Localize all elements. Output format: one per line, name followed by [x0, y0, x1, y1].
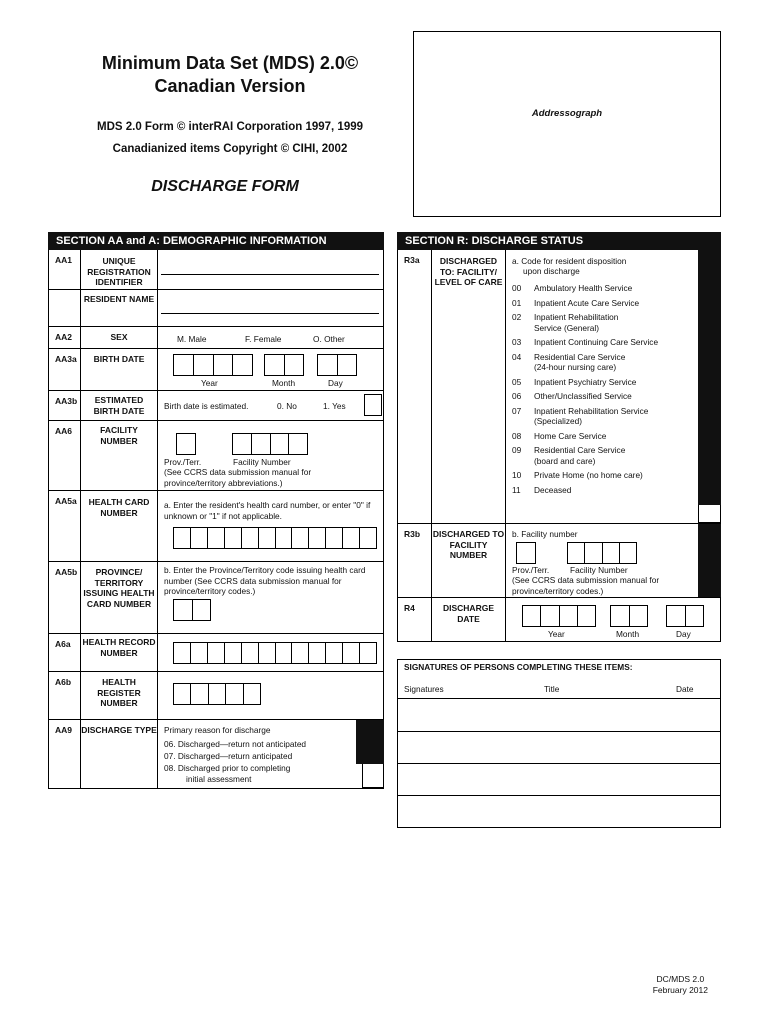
disposition-option: Deceased [534, 484, 572, 495]
birth-month-boxes[interactable] [264, 354, 304, 376]
resident-name-row [48, 290, 384, 327]
section-r-header: SECTION R: DISCHARGE STATUS [397, 232, 721, 250]
disposition-option: Inpatient Rehabilitation [534, 312, 619, 322]
aa3a-row [48, 349, 384, 391]
item-code: AA5a [55, 496, 77, 506]
resident-name-line[interactable] [161, 313, 379, 314]
item-code: R4 [404, 603, 415, 613]
form-name: DISCHARGE FORM [151, 178, 299, 195]
form-subtitle: Canadian Version [154, 76, 306, 96]
date-col-label: Date [676, 684, 694, 694]
copyright-interrai: MDS 2.0 Form © interRAI Corporation 1997, 1999 [96, 121, 364, 133]
disposition-option: Inpatient Acute Care Service [534, 297, 640, 308]
day-label: Day [328, 378, 343, 388]
item-label: RESIDENT NAME [83, 294, 155, 304]
disposition-option: Inpatient Psychiatry Service [534, 376, 637, 387]
item-label: SEX [110, 332, 128, 342]
disposition-option: Private Home (no home care) [534, 470, 643, 480]
discharge-month-boxes[interactable] [610, 605, 648, 627]
item-code: R3b [404, 529, 421, 539]
answer-column-shade [698, 524, 721, 597]
discharge-type-answer-box[interactable] [362, 764, 383, 788]
item-label: HEALTH RECORD NUMBER [82, 637, 156, 658]
addressograph-label: Addressograph [531, 108, 603, 119]
item-code: AA9 [55, 725, 73, 735]
day-label: Day [676, 629, 691, 639]
form-title: Minimum Data Set (MDS) 2.0© [101, 53, 359, 73]
discharge-year-boxes[interactable] [522, 605, 596, 627]
birth-day-boxes[interactable] [317, 354, 357, 376]
disposition-option-cont: (24-hour nursing care) [534, 362, 617, 372]
item-code: A6b [55, 677, 72, 687]
item-label: ESTIMATED BIRTH DATE [93, 395, 145, 416]
facility-note: (See CCRS data submission manual for province/territory codes.) [512, 575, 660, 596]
aa5b-row [48, 562, 384, 634]
disposition-option: Residential Care Service [534, 351, 626, 362]
disposition-code: 03 [512, 337, 522, 347]
disposition-code: 00 [512, 283, 522, 293]
answer-column-shade [356, 720, 384, 764]
item-label: HEALTH REGISTER NUMBER [97, 677, 141, 708]
item-label: DISCHARGE TYPE [81, 725, 157, 735]
sex-option-other[interactable]: O. Other [313, 334, 345, 344]
facility-number-label: Facility Number [233, 457, 291, 467]
estimated-option-no[interactable]: 0. No [277, 401, 297, 411]
item-label: PROVINCE/ TERRITORY ISSUING HEALTH CARD NUMBER [83, 567, 155, 609]
disposition-option: Home Care Service [534, 430, 607, 441]
signatures-header [397, 659, 721, 699]
sex-option-female[interactable]: F. Female [245, 334, 282, 344]
addressograph-box[interactable] [413, 31, 721, 217]
disposition-intro: a. Code for resident disposition [512, 256, 627, 266]
discharge-option-06: 06. Discharged—return not anticipated [164, 739, 307, 749]
facility-number-text: b. Facility number [512, 529, 578, 539]
province-code-boxes[interactable] [173, 599, 211, 621]
form-date: February 2012 [652, 985, 708, 995]
item-label: HEALTH CARD NUMBER [88, 497, 150, 518]
r3b-row [397, 524, 721, 598]
item-label: DISCHARGED TO: FACILITY/ LEVEL OF CARE [434, 256, 503, 287]
item-code: AA3a [55, 354, 77, 364]
disposition-code: 10 [512, 470, 522, 480]
signatures-title: SIGNATURES OF PERSONS COMPLETING THESE ITEMS: [404, 662, 633, 672]
health-card-number-boxes[interactable] [173, 527, 377, 549]
disposition-answer-box[interactable] [698, 505, 721, 523]
disposition-option: Inpatient Rehabilitation Service [534, 405, 649, 416]
item-code: AA2 [55, 332, 73, 342]
estimated-option-yes[interactable]: 1. Yes [323, 401, 346, 411]
section-a-header: SECTION AA and A: DEMOGRAPHIC INFORMATION [48, 232, 384, 250]
signature-line[interactable] [397, 699, 721, 732]
registration-id-line[interactable] [161, 274, 379, 275]
disposition-code: 11 [512, 484, 521, 495]
item-code: AA3b [55, 396, 78, 406]
item-code: A6a [55, 639, 71, 649]
disposition-code: 05 [512, 376, 522, 387]
prov-terr-label: Prov./Terr. [164, 457, 202, 467]
health-card-instructions: a. Enter the resident's health card number, or enter "0" if unknown or "1" if not applicable. [164, 500, 371, 521]
item-label: BIRTH DATE [93, 354, 145, 364]
aa1-row [48, 250, 384, 290]
disposition-option-cont: (Specialized) [534, 416, 582, 426]
item-code: AA5b [55, 567, 78, 577]
disposition-option: Other/Unclassified Service [534, 391, 632, 401]
copyright-cihi: Canadianized items Copyright © CIHI, 2002 [112, 143, 348, 155]
r3a-row [397, 250, 721, 524]
disposition-option-cont: Service (General) [534, 322, 600, 333]
disposition-code: 07 [512, 405, 522, 416]
discharge-reason-intro: Primary reason for discharge [164, 725, 271, 735]
aa3b-row [48, 391, 384, 421]
disposition-code: 06 [512, 391, 522, 401]
a6a-row [48, 634, 384, 672]
prov-terr-box[interactable] [516, 542, 536, 564]
item-label: DISCHARGED TO FACILITY NUMBER [432, 529, 505, 560]
year-label: Year [548, 629, 565, 639]
item-code: AA1 [55, 255, 73, 265]
disposition-option: Inpatient Continuing Care Service [534, 337, 659, 347]
disposition-code: 09 [512, 445, 522, 455]
prov-terr-box[interactable] [176, 433, 196, 455]
item-label: UNIQUE REGISTRATION IDENTIFIER [87, 256, 151, 287]
disposition-code: 08 [512, 430, 522, 441]
discharge-option-07: 07. Discharged—return anticipated [164, 751, 293, 761]
form-code: DC/MDS 2.0 [656, 974, 705, 984]
facility-number-label: Facility Number [570, 565, 628, 575]
prov-terr-label: Prov./Terr. [512, 565, 550, 575]
aa5a-row [48, 491, 384, 562]
item-label: DISCHARGE DATE [442, 603, 494, 624]
item-code: AA6 [55, 426, 73, 436]
disposition-intro-2: upon discharge [523, 266, 580, 276]
r4-row [397, 598, 721, 642]
month-label: Month [616, 629, 640, 639]
title-col-label: Title [544, 684, 560, 694]
form-footer [653, 974, 708, 996]
signature-line[interactable] [397, 796, 721, 828]
disposition-code: 01 [512, 297, 522, 308]
health-register-number-boxes[interactable] [173, 683, 261, 705]
a6b-row [48, 672, 384, 720]
birth-year-boxes[interactable] [173, 354, 253, 376]
aa6-row [48, 421, 384, 491]
facility-number-boxes[interactable] [232, 433, 308, 455]
answer-column-shade [698, 250, 721, 505]
discharge-option-08: 08. Discharged prior to completing [164, 763, 291, 773]
sex-option-male[interactable]: M. Male [177, 334, 207, 344]
discharge-day-boxes[interactable] [666, 605, 704, 627]
discharge-option-08-cont: initial assessment [186, 774, 252, 784]
disposition-code: 04 [512, 351, 522, 362]
aa9-row [48, 720, 384, 789]
item-code: R3a [404, 255, 420, 265]
estimated-text: Birth date is estimated. [164, 401, 249, 411]
item-label: FACILITY NUMBER [100, 425, 138, 446]
province-instructions: b. Enter the Province/Territory code issuing health card number (See CCRS data submission manual for province/territory codes.) [164, 565, 366, 596]
month-label: Month [272, 378, 296, 388]
disposition-option-cont: (board and care) [534, 455, 596, 466]
estimated-check-box[interactable] [364, 394, 382, 416]
disposition-option: Ambulatory Health Service [534, 283, 633, 293]
facility-note: (See CCRS data submission manual for province/territory abbreviations.) [164, 467, 312, 488]
signature-line[interactable] [397, 732, 721, 764]
facility-number-boxes[interactable] [567, 542, 637, 564]
disposition-option: Residential Care Service [534, 445, 626, 455]
signature-line[interactable] [397, 764, 721, 796]
year-label: Year [201, 378, 218, 388]
signatures-col-label: Signatures [404, 684, 444, 694]
health-record-number-boxes[interactable] [173, 642, 377, 664]
disposition-code: 02 [512, 312, 522, 322]
aa2-row [48, 327, 384, 349]
